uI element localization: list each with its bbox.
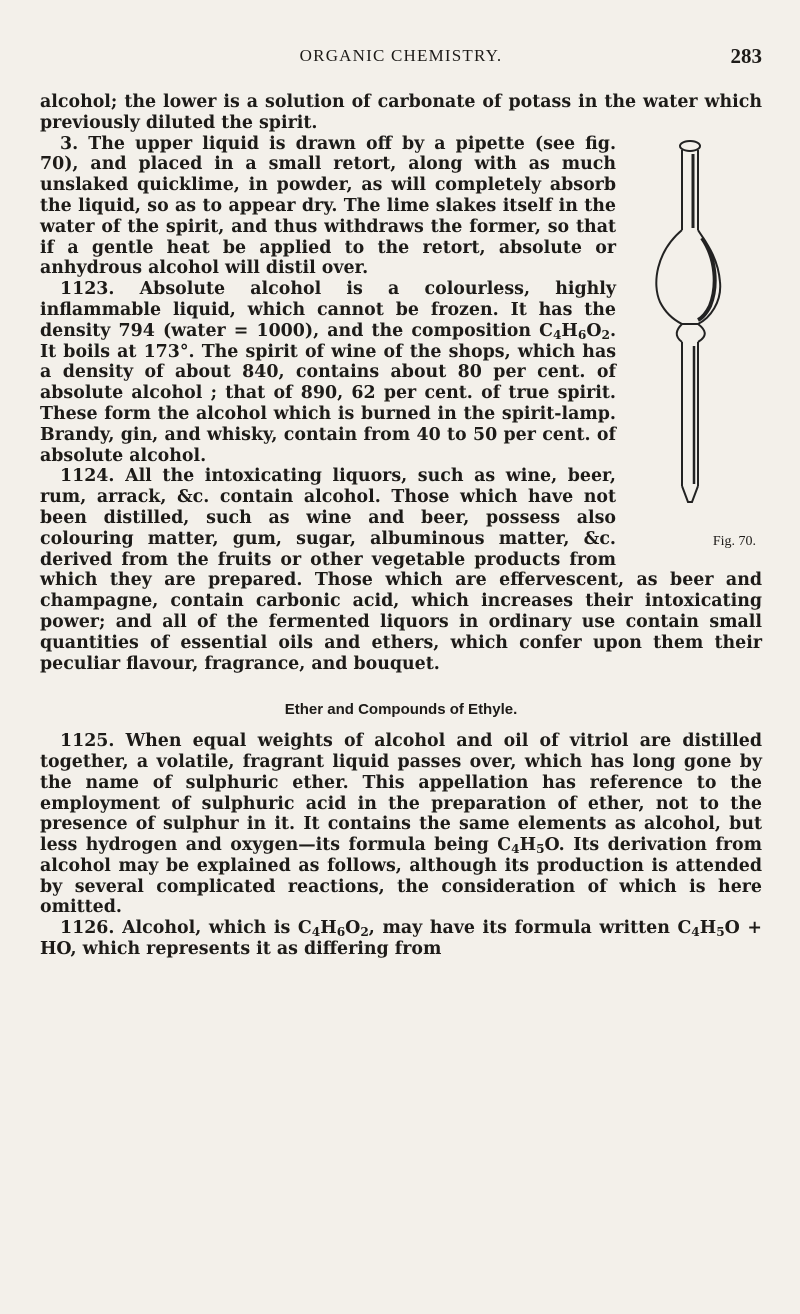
subscript: 2 [360, 925, 369, 940]
paragraph-continuation: alcohol; the lower is a solution of carbonate of potass in the water which previously diluted the spirit. [40, 92, 762, 133]
subscript: 4 [691, 925, 700, 940]
subscript: 4 [311, 925, 321, 940]
paragraph-1126-text-e: H [699, 918, 717, 939]
paragraph-1125-text-a: 1125. When equal weights of alcohol and oil of vitriol are distilled together, a volatile, fragrant liquid passes over, which has long gone by the name of sulphuric ether. This appellation has reference to the employment of sulphuric acid in the preparation of ether, not to the presence of sulphur in it. It contains the same elements as alcohol, but less hydrogen and oxygen—its formula being C [40, 731, 762, 856]
subscript: 6 [336, 925, 346, 940]
subscript: 4 [511, 842, 520, 857]
paragraph-1126-text-d: , may have its formula written C [368, 918, 692, 939]
figure-70 [632, 134, 762, 554]
section-heading: Ether and Compounds of Ethyle. [284, 701, 518, 719]
paragraph-1126-text-f: O + HO, which represents it as differing from [40, 918, 763, 960]
subscript: 6 [577, 327, 587, 342]
pipette-icon [652, 134, 722, 524]
paragraph-1124: 1124. All the intoxicating liquors, such as wine, beer, rum, arrack, &c. contain alcohol. Those which have not been distilled, such as wine and beer, possess also colouring matter, gum, sugar, albuminous matter, &c. derived from the fruits or other vegetable products from which they are prepared. Those which are effervescent, as beer and champagne, contain carbonic acid, which increases their intoxicating power; and all of the fermented liquors in ordinary use contain small quantities of essential oils and ethers, which confer upon them their peculiar flavour, fragrance, and bouquet. [40, 466, 762, 674]
figure-caption: Fig. 70. [712, 533, 756, 549]
paragraph-1126-text-c: O [345, 918, 361, 939]
paragraph-1126 [40, 918, 762, 960]
subscript: 5 [716, 925, 725, 940]
subscript: 5 [536, 842, 545, 857]
paragraph-1123-text-c: O [586, 320, 602, 341]
paragraph-1126-text-b: H [320, 918, 337, 939]
paragraph-1123-text-a: 1123. Absolute alcohol is a colourless, highly inflammable liquid, which cannot be frozen. It has the density 794 (water = 1000), and the composition C [40, 279, 616, 341]
paragraph-1126-text-a: 1126. Alcohol, which is C [60, 918, 312, 939]
paragraph-1123-text-d: . It boils at 173°. The spirit of wine of the shops, which has a density of about 840, contains about 80 per cent. of absolute alcohol ; that of 890, 62 per cent. of true spirit. These form the alcohol which is burned in the spirit-lamp. Brandy, gin, and whisky, contain from 40 to 50 per cent. of absolute alcohol. [40, 320, 616, 466]
paragraph-1123-text-b: H [561, 320, 578, 341]
paragraph-pipette: 3. The upper liquid is drawn off by a pipette (see fig. 70), and placed in a small retort, along with as much unslaked quicklime, in powder, as will completely absorb the liquid, so as to appear dry. The lime slakes itself in the water of the spirit, and thus withdraws the former, so that if a gentle heat be applied to the retort, absolute or anhydrous alcohol will distil over. [40, 133, 616, 279]
body-text [40, 92, 762, 960]
paragraph-1125 [40, 731, 762, 918]
subscript: 4 [552, 327, 562, 342]
page-header [40, 46, 762, 76]
paragraph-1125-text-b: H [519, 835, 537, 856]
paragraph-1125-text-c: O. Its derivation from alcohol may be explained as follows, although its production is attended by several complicated reactions, the consideration of which is here omitted. [40, 835, 763, 918]
running-head: ORGANIC CHEMISTRY. [299, 46, 503, 65]
page-number: 283 [730, 44, 762, 68]
subscript: 2 [601, 327, 610, 342]
